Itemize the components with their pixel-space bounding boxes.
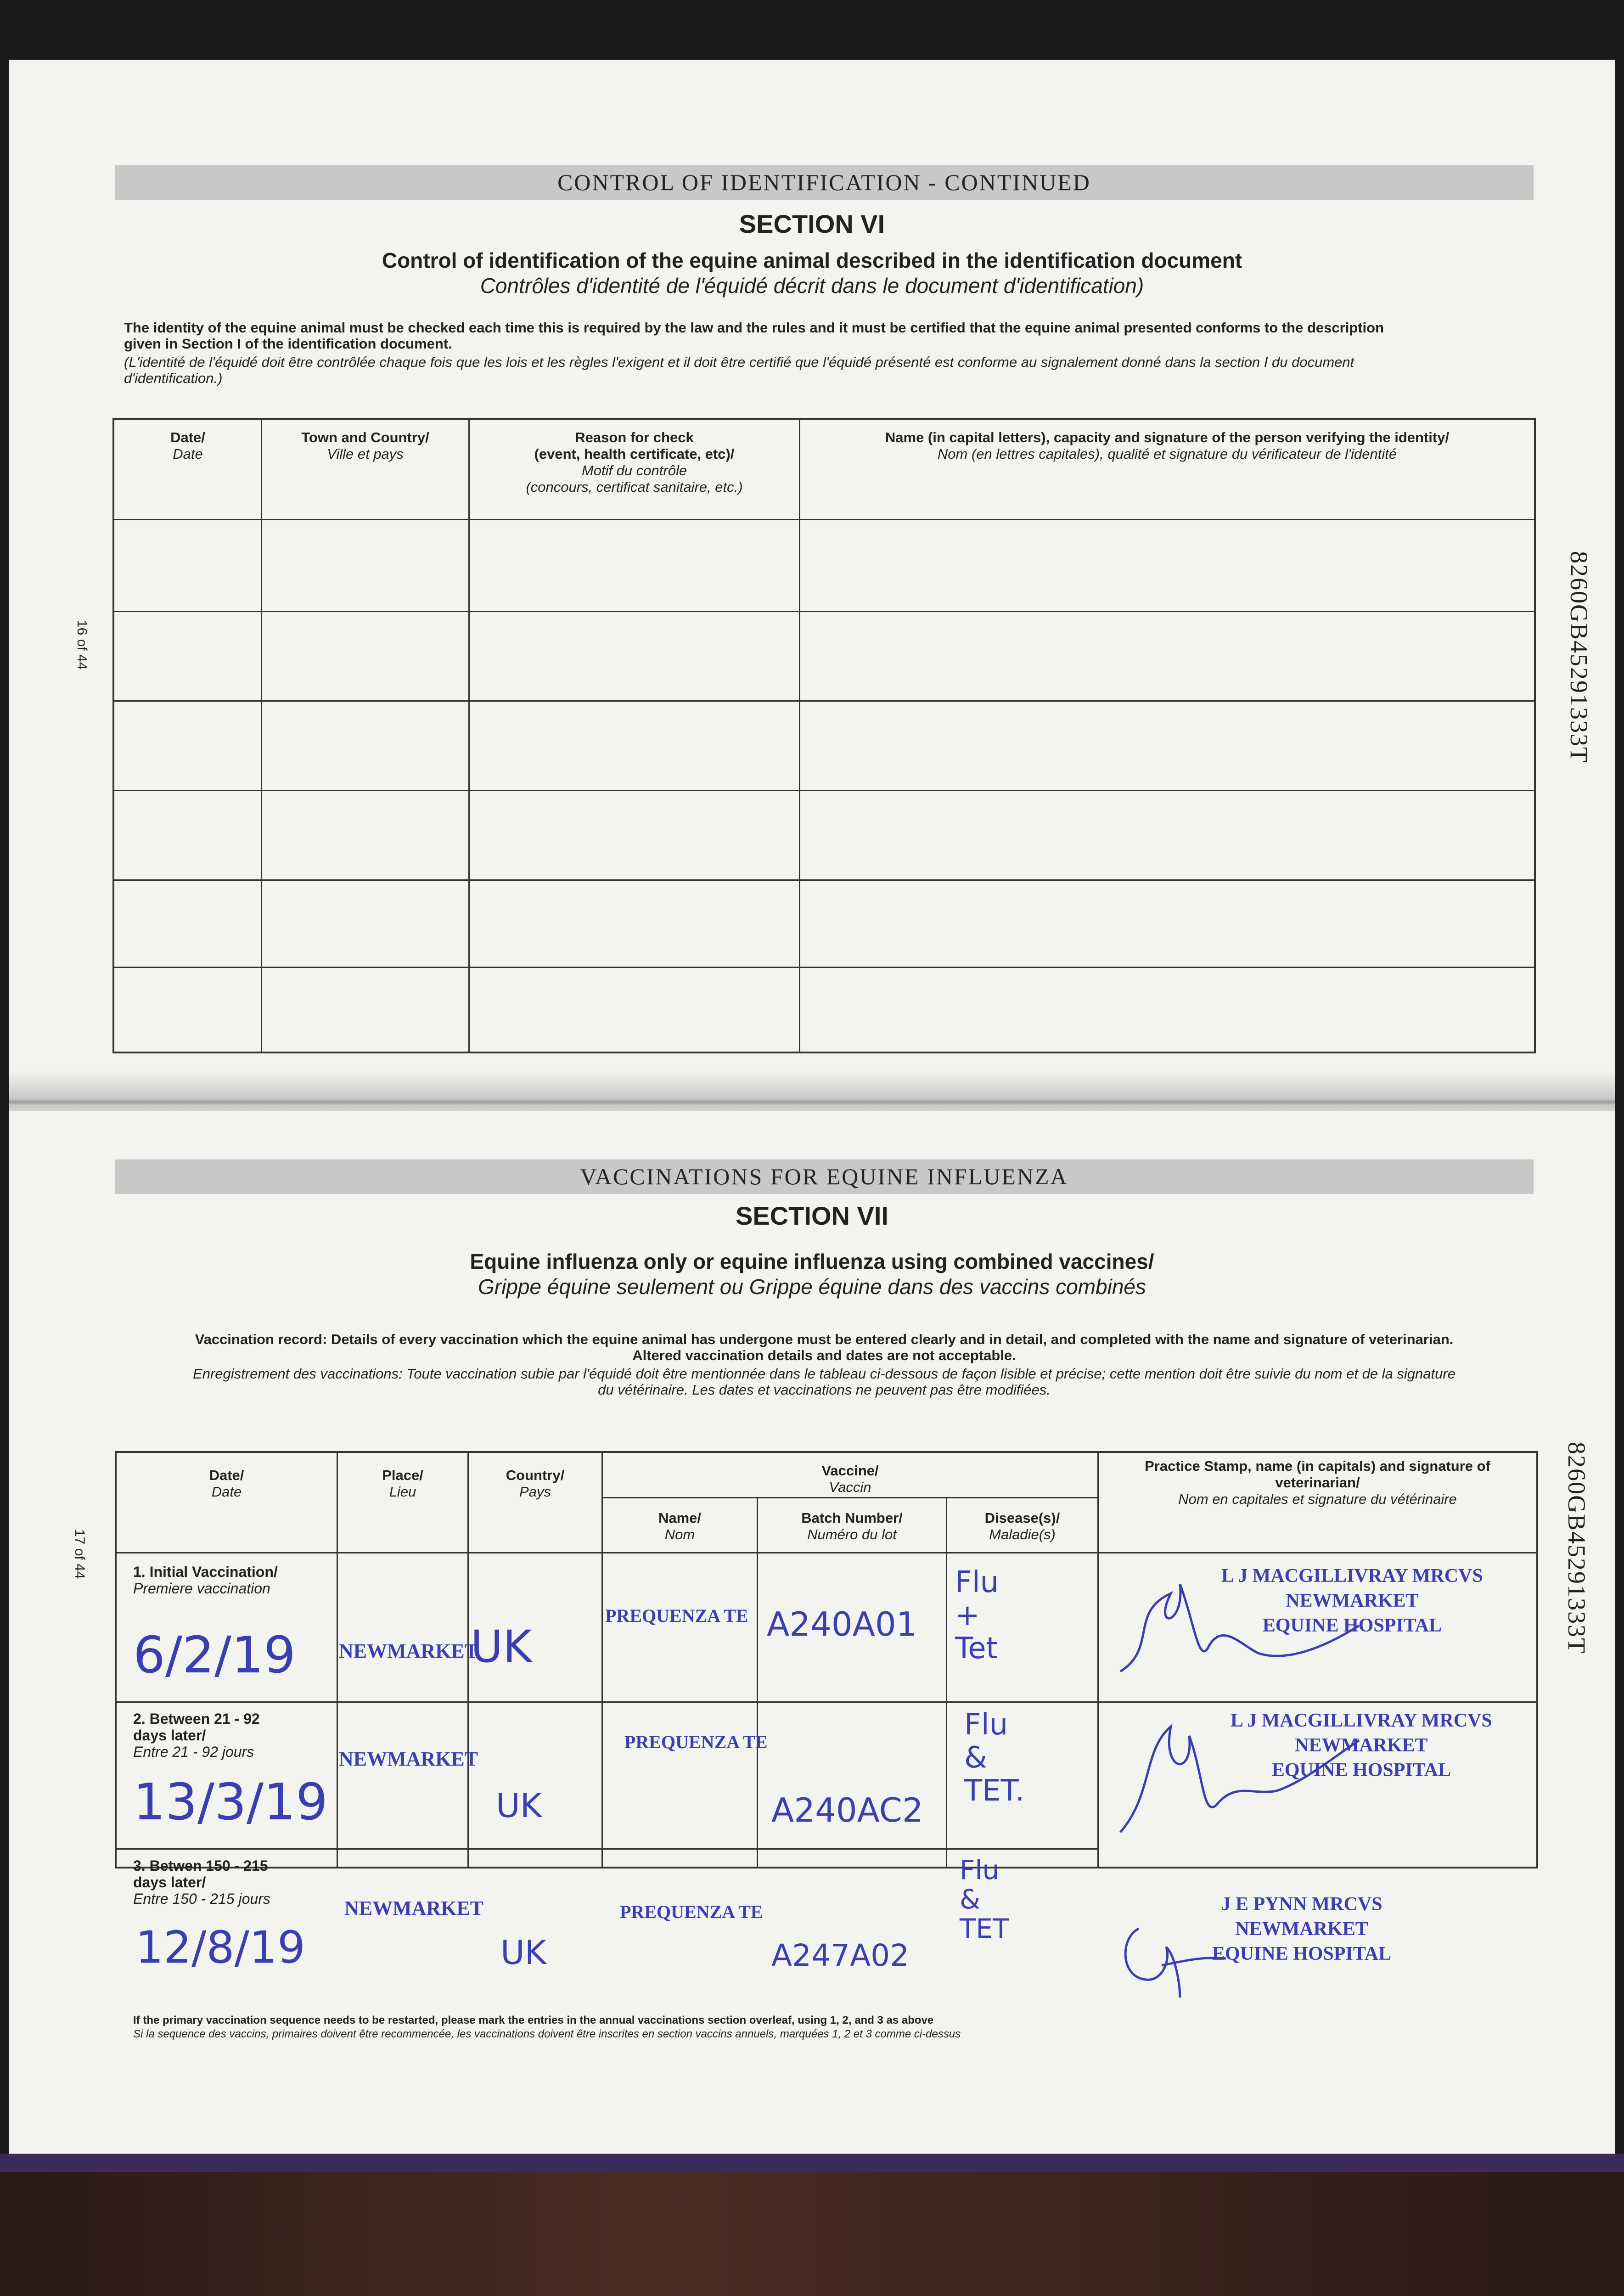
- col-reason-header: Reason for check (event, health certificate, etc)/ Motif du contrôle (concours, certificat sanitaire, etc.): [526, 429, 743, 495]
- band-title: VACCINATIONS FOR EQUINE INFLUENZA: [580, 1164, 1068, 1189]
- instruction-fr-2: du vétérinaire. Les dates et vaccinations ne peuvent pas être modifiées.: [598, 1382, 1051, 1398]
- row-2-vet-stamp: L J MACGILLIVRAY MRCVS NEWMARKET EQUINE HOSPITAL: [1231, 1710, 1492, 1781]
- section-band: [115, 165, 1534, 200]
- col-place-header: Place/ Lieu: [382, 1467, 423, 1500]
- instruction-en-2: given in Section I of the identification document.: [124, 336, 452, 352]
- row-2-place: NEWMARKET: [339, 1748, 478, 1770]
- row-1-disease: Flu + Tet: [955, 1565, 999, 1666]
- section-title: SECTION VII: [736, 1201, 888, 1230]
- col-name-header: Name (in capital letters), capacity and signature of the person verifying the identity/ Nom (en lettres capitales), qualité et signature du vérificateur de l'identité: [885, 429, 1450, 462]
- footnote-fr: Si la sequence des vaccins, primaires doivent être recommencée, les vaccinations doivent être inscrites en section vaccins annuels, marquées 1, 2 et 3 comme ci-dessus: [133, 2028, 961, 2040]
- heading-en: Control of identification of the equine animal described in the identification document: [382, 248, 1242, 272]
- row-1-batch: A240A01: [767, 1605, 917, 1643]
- row-2-disease: Flu & TET.: [964, 1708, 1025, 1808]
- col-vaccine-header: Vaccine/ Vaccin: [821, 1463, 879, 1495]
- row-3-label: 3. Betwen 150 - 215 days later/ Entre 150 - 215 jours: [133, 1857, 270, 1907]
- col-date-header: Date/ Date: [170, 429, 205, 462]
- col-country-header: Country/ Pays: [506, 1467, 565, 1500]
- row-1-country: UK: [471, 1621, 532, 1672]
- instruction-fr-2: d'identification.): [124, 370, 223, 386]
- side-id: 8260GB45291333T: [1565, 551, 1593, 763]
- row-2-vaccine-name: PREQUENZA TE: [624, 1732, 768, 1752]
- row-3-batch: A247A02: [771, 1938, 910, 1973]
- row-3-country: UK: [500, 1933, 546, 1972]
- row-2-batch: A240AC2: [771, 1791, 923, 1829]
- page-16: [9, 60, 1615, 1097]
- row-1-vaccine-name: PREQUENZA TE: [605, 1605, 748, 1626]
- page-number: 16 of 44: [74, 620, 90, 670]
- scan-background: [0, 2172, 1624, 2296]
- col-name-header: Name/ Nom: [658, 1510, 702, 1542]
- col-stamp-header: Practice Stamp, name (in capitals) and signature of veterinarian/ Nom en capitales et signature du vétérinaire: [1145, 1458, 1490, 1507]
- section-band: [115, 1159, 1534, 1194]
- col-town-header: Town and Country/ Ville et pays: [301, 429, 429, 462]
- row-2-signature: [1102, 1704, 1377, 1846]
- side-id: 8260GB45291333T: [1563, 1442, 1590, 1654]
- instruction-en-2: Altered vaccination details and dates are not acceptable.: [632, 1347, 1016, 1363]
- row-1-date: 6/2/19: [133, 1626, 296, 1684]
- book-edge: [0, 2154, 1624, 2172]
- row-2-country: UK: [496, 1786, 542, 1825]
- row-3-vet-stamp: J E PYNN MRCVS NEWMARKET EQUINE HOSPITAL: [1212, 1894, 1392, 1964]
- row-1-vet-stamp: L J MACGILLIVRAY MRCVS NEWMARKET EQUINE HOSPITAL: [1221, 1565, 1483, 1636]
- row-3-vaccine-name: PREQUENZA TE: [620, 1902, 763, 1922]
- footnote-en: If the primary vaccination sequence needs to be restarted, please mark the entries in the annual vaccinations section overleaf, using 1, 2, and 3 as above: [133, 2014, 934, 2026]
- heading-en: Equine influenza only or equine influenza using combined vaccines/: [470, 1249, 1154, 1273]
- instruction-fr-1: (L'identité de l'équidé doit être contrôlée chaque fois que les lois et les règles l'exigent et il doit être certifié que l'équidé présenté est conforme au signalement donné dans la section I du document: [124, 354, 1354, 370]
- col-date-header: Date/ Date: [209, 1467, 244, 1500]
- section-title: SECTION VI: [739, 209, 885, 238]
- page-number: 17 of 44: [72, 1529, 87, 1579]
- row-1-signature: [1102, 1557, 1377, 1699]
- row-1-label: 1. Initial Vaccination/ Premiere vaccination: [133, 1564, 278, 1597]
- row-2-label: 2. Between 21 - 92 days later/ Entre 21 - 92 jours: [133, 1711, 260, 1760]
- row-3-date: 12/8/19: [135, 1922, 306, 1973]
- heading-fr: Grippe équine seulement ou Grippe équine dans des vaccins combinés: [478, 1275, 1146, 1299]
- col-disease-header: Disease(s)/ Maladie(s): [984, 1510, 1060, 1542]
- band-title: CONTROL OF IDENTIFICATION - CONTINUED: [557, 169, 1091, 195]
- row-3-signature: [1111, 1910, 1249, 2002]
- instruction-fr-1: Enregistrement des vaccinations: Toute vaccination subie par l'équidé doit être mentionnée dans le tableau ci-dessous de façon lisible et précise; cette mention doit être suivie du nom et de la signature: [193, 1366, 1455, 1382]
- instruction-en-1: The identity of the equine animal must be checked each time this is required by the law and the rules and it must be certified that the equine animal presented conforms to the description: [124, 320, 1384, 336]
- heading-fr: Contrôles d'identité de l'équidé décrit dans le document d'identification): [480, 274, 1144, 298]
- row-1-place: NEWMARKET: [339, 1640, 478, 1662]
- row-3-place: NEWMARKET: [344, 1897, 484, 1919]
- col-batch-header: Batch Number/ Numéro du lot: [801, 1510, 903, 1542]
- instruction-en-1: Vaccination record: Details of every vaccination which the equine animal has undergone must be entered clearly and in detail, and completed with the name and signature of veterinarian.: [195, 1331, 1454, 1347]
- row-3-disease: Flu & TET: [960, 1854, 1009, 1944]
- row-2-date: 13/3/19: [133, 1773, 328, 1831]
- page-17: [9, 1111, 1615, 2167]
